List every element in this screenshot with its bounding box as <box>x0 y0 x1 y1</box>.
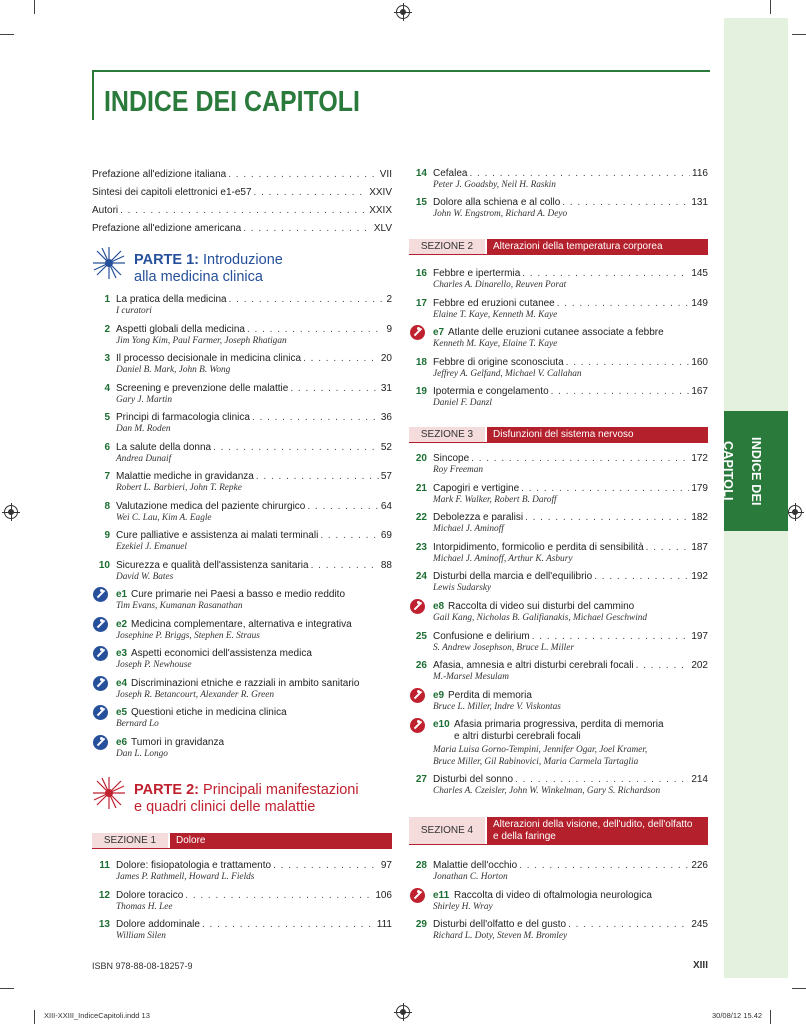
chapter-row[interactable] <box>433 453 708 465</box>
front-matter-title: Prefazione all'edizione americana <box>92 223 242 234</box>
chapter-row[interactable] <box>433 268 708 280</box>
page-ref: XXIX <box>369 205 392 216</box>
chapter-row[interactable] <box>116 560 392 572</box>
page-ref: VII <box>379 169 392 180</box>
chapter-row[interactable] <box>433 774 708 786</box>
chapter-row[interactable] <box>433 660 708 672</box>
chapter-authors: Kenneth M. Kaye, Elaine T. Kaye <box>433 339 558 350</box>
chapter-title: Dolore addominale <box>116 919 200 930</box>
chapter-authors: Richard L. Doty, Steven M. Bromley <box>433 931 568 941</box>
chapter-row[interactable] <box>433 357 708 369</box>
chapter-row[interactable] <box>433 631 708 643</box>
chapter-number: 6 <box>104 441 110 453</box>
chapter-authors: Daniel F. Danzl <box>433 398 492 409</box>
video-icon <box>93 587 108 602</box>
chapter-row[interactable] <box>116 530 392 542</box>
page-ref: 52 <box>380 441 392 453</box>
registration-mark-icon <box>788 505 802 519</box>
chapter-authors: Charles A. Czeisler, John W. Winkelman, Gary S. Richardson <box>433 786 661 796</box>
chapter-number: 20 <box>415 453 427 464</box>
chapter-row[interactable] <box>433 512 708 524</box>
leader-dots <box>120 205 367 217</box>
chapter-authors: Gail Kang, Nicholas B. Galifianakis, Michael Geschwind <box>433 613 648 623</box>
chapter-number: 18 <box>415 356 427 368</box>
chapter-number: 23 <box>415 541 427 553</box>
sezione2-label: SEZIONE 2 <box>409 239 485 255</box>
echapter-authors: Bruce Miller, Gil Rabinovici, Maria Carmela Tartaglia <box>433 757 639 767</box>
chapter-number: 19 <box>415 386 427 398</box>
chapter-number: 1 <box>104 294 110 305</box>
chapter-row[interactable] <box>433 386 708 398</box>
chapter-number: 7 <box>104 471 110 482</box>
leader-dots <box>519 860 689 872</box>
chapter-authors: Joseph P. Newhouse <box>116 660 192 671</box>
chapter-title: Debolezza e paralisi <box>433 512 524 524</box>
side-tab-label: INDICE DEI CAPITOLI <box>721 436 763 506</box>
chapter-title: Dolore toracico <box>116 889 184 901</box>
echapter-title: Medicina complementare, alternativa e integrativa <box>131 618 352 630</box>
chapter-authors: Shirley H. Wray <box>433 901 493 912</box>
page-ref: 2 <box>386 294 392 305</box>
echapter-title[interactable]: Afasia primaria progressiva, perdita di memoria e altri disturbi cerebrali focali <box>454 719 664 742</box>
chapter-row[interactable] <box>433 298 708 310</box>
echapter-title: Cure primarie nei Paesi a basso e medio reddito <box>131 589 345 600</box>
chapter-authors: Elaine T. Kaye, Kenneth M. Kaye <box>433 309 558 320</box>
chapter-title: La pratica della medicina <box>116 294 227 305</box>
chapter-title: Disturbi dell'olfatto e del gusto <box>433 919 567 930</box>
page-ref: 111 <box>376 919 392 930</box>
chapter-number: 11 <box>99 860 110 871</box>
chapter-authors: Ezekiel J. Emanuel <box>116 542 187 552</box>
registration-mark-icon <box>396 1005 410 1019</box>
print-date: 30/08/12 15.42 <box>712 1011 763 1020</box>
chapter-title: Il processo decisionale in medicina clinica <box>116 353 302 364</box>
chapter-row[interactable] <box>116 383 392 395</box>
front-matter-row[interactable] <box>92 205 392 217</box>
chapter-number: 8 <box>104 500 110 512</box>
leader-dots <box>522 268 689 280</box>
chapter-title: Sicurezza e qualità dell'assistenza sanitaria <box>116 559 309 571</box>
page-ref: 116 <box>692 168 708 179</box>
sezione1-label: SEZIONE 1 <box>92 833 168 849</box>
leader-dots <box>551 386 690 398</box>
front-matter-title: Autori <box>92 205 119 216</box>
leader-dots <box>469 168 690 180</box>
leader-dots <box>521 483 689 495</box>
leader-dots <box>636 660 690 672</box>
chapter-authors: I curatori <box>116 306 152 316</box>
chapter-row[interactable] <box>433 919 708 931</box>
chapter-number: 14 <box>415 168 427 179</box>
leader-dots <box>515 774 689 786</box>
echapter-title: Discriminazioni etniche e razziali in ambito sanitario <box>131 677 360 689</box>
chapter-authors: Lewis Sudarsky <box>433 583 492 594</box>
echapter-number: e5 <box>116 707 128 719</box>
page-ref: 226 <box>691 860 708 871</box>
chapter-authors: Jonathan C. Horton <box>433 872 508 882</box>
chapter-title: Capogiri e vertigine <box>433 482 520 494</box>
leader-dots <box>525 512 689 524</box>
chapter-row[interactable] <box>433 542 708 554</box>
leader-dots <box>256 471 379 483</box>
chapter-row[interactable] <box>433 860 708 872</box>
registration-mark-icon <box>4 505 18 519</box>
leader-dots <box>646 542 690 554</box>
chapter-number: 12 <box>98 889 110 901</box>
echapter-number: e4 <box>116 677 128 689</box>
leader-dots <box>566 357 690 369</box>
chapter-authors: Michael J. Aminoff <box>433 524 504 535</box>
chapter-row[interactable] <box>433 571 708 583</box>
echapter-number: e10 <box>433 719 450 730</box>
page-ref: 214 <box>691 774 708 785</box>
chapter-authors: Dan L. Longo <box>116 749 168 759</box>
echapter-title: Raccolta di video sui disturbi del cammino <box>448 601 635 612</box>
chapter-title: Cefalea <box>433 168 468 179</box>
chapter-number: 17 <box>415 297 427 309</box>
chapter-authors: Josephine P. Briggs, Stephen E. Straus <box>116 630 260 641</box>
file-slug: XIII-XXIII_IndiceCapitoli.indd 13 <box>44 1011 150 1020</box>
page-ref: 179 <box>691 482 708 494</box>
chapter-title: Afasia, amnesia e altri disturbi cerebrali focali <box>433 660 634 672</box>
chapter-authors: Dan M. Roden <box>116 424 171 434</box>
page-ref: 182 <box>691 512 708 524</box>
video-icon <box>93 646 108 661</box>
chapter-number: 2 <box>104 323 110 335</box>
chapter-number: 22 <box>415 512 427 524</box>
chapter-number: 5 <box>104 412 110 423</box>
registration-mark-icon <box>396 5 410 19</box>
chapter-title: Cure palliative e assistenza ai malati terminali <box>116 530 319 541</box>
chapter-number: 13 <box>98 919 110 930</box>
chapter-authors: Wei C. Lau, Kim A. Eagle <box>116 512 212 523</box>
chapter-authors: Peter J. Goadsby, Neil H. Raskin <box>433 180 556 190</box>
page-ref: 31 <box>380 382 392 394</box>
page-ref: 64 <box>380 500 392 512</box>
chapter-title: Dolore alla schiena e al collo <box>433 197 561 208</box>
chapter-row[interactable] <box>116 442 392 454</box>
leader-dots <box>185 890 373 902</box>
chapter-authors: David W. Bates <box>116 571 174 582</box>
leader-dots <box>303 353 379 365</box>
chapter-authors: S. Andrew Josephson, Bruce L. Miller <box>433 642 574 653</box>
chapter-number: 25 <box>415 630 427 642</box>
echapter-number: e9 <box>433 689 445 701</box>
chapter-title: Confusione e delirium <box>433 630 530 642</box>
chapter-authors: John W. Engstrom, Richard A. Deyo <box>433 209 568 219</box>
echapter-row[interactable] <box>448 690 708 702</box>
echapter-title: Perdita di memoria <box>448 689 532 701</box>
chapter-title: Malattie mediche in gravidanza <box>116 471 254 482</box>
sezione1-title[interactable]: Dolore <box>170 833 392 849</box>
chapter-authors: Robert L. Barbieri, John T. Repke <box>116 483 242 493</box>
echapter-number: e11 <box>433 889 450 901</box>
page-ref: 172 <box>691 453 708 464</box>
page-number: XIII <box>692 960 708 971</box>
leader-dots <box>307 501 379 513</box>
chapter-title: Screening e prevenzione delle malattie <box>116 382 289 394</box>
burst-icon <box>92 246 126 280</box>
chapter-row[interactable] <box>116 471 392 483</box>
chapter-number: 10 <box>98 559 110 571</box>
chapter-authors: Joseph R. Betancourt, Alexander R. Green <box>116 689 275 700</box>
page-ref: 197 <box>691 630 708 642</box>
echapter-number: e3 <box>116 648 128 660</box>
video-icon <box>93 705 108 720</box>
page-ref: 149 <box>691 297 708 309</box>
leader-dots <box>228 169 378 181</box>
chapter-title: Sincope <box>433 453 470 464</box>
echapter-number: e8 <box>433 601 445 612</box>
leader-dots <box>311 560 379 572</box>
echapter-row[interactable] <box>131 678 392 690</box>
echapter-title: Questioni etiche in medicina clinica <box>131 707 287 719</box>
page-ref: 20 <box>380 353 392 364</box>
echapter-number: e1 <box>116 589 128 600</box>
sezione4-label: SEZIONE 4 <box>409 817 485 845</box>
leader-dots <box>568 919 689 931</box>
chapter-number: 3 <box>104 353 110 364</box>
sezione3-title[interactable]: Disfunzioni del sistema nervoso <box>487 427 708 443</box>
chapter-number: 16 <box>415 268 427 279</box>
echapter-number: e7 <box>433 327 445 339</box>
sezione3-label: SEZIONE 3 <box>409 427 485 443</box>
chapter-authors: Thomas H. Lee <box>116 901 173 912</box>
chapter-authors: James P. Rathmell, Howard L. Fields <box>116 872 255 882</box>
chapter-row[interactable] <box>116 890 392 902</box>
chapter-authors: Bruce L. Miller, Indre V. Viskontas <box>433 701 561 712</box>
parte2-heading[interactable]: PARTE 2: Principali manifestazioni e quadri clinici delle malattie <box>134 782 359 815</box>
chapter-number: 15 <box>415 197 427 208</box>
page-ref: 187 <box>691 541 708 553</box>
leader-dots <box>532 631 690 643</box>
echapter-title: Tumori in gravidanza <box>131 737 225 748</box>
chapter-authors: Tim Evans, Kumanan Rasanathan <box>116 601 243 611</box>
front-matter-row[interactable] <box>92 187 392 199</box>
sezione4-title[interactable]: Alterazioni della visione, dell'udito, dell'olfatto e della faringe <box>487 817 708 845</box>
chapter-row[interactable] <box>433 483 708 495</box>
sezione2-rule <box>409 254 708 255</box>
chapter-number: 4 <box>104 382 110 394</box>
echapter-title: Atlante delle eruzioni cutanee associate a febbre <box>448 327 664 339</box>
chapter-title: Valutazione medica del paziente chirurgico <box>116 500 306 512</box>
chapter-title: Aspetti globali della medicina <box>116 323 245 335</box>
leader-dots <box>557 298 690 310</box>
page-ref: XLV <box>373 223 392 234</box>
page-ref: 145 <box>691 268 708 279</box>
chapter-authors: Bernard Lo <box>116 719 159 730</box>
echapter-row[interactable] <box>131 619 392 631</box>
sezione1-rule <box>92 848 392 849</box>
echapter-row[interactable] <box>454 890 708 902</box>
sezione4-rule <box>409 844 708 845</box>
video-icon <box>93 735 108 750</box>
chapter-row[interactable] <box>116 412 392 424</box>
parte1-heading[interactable]: PARTE 1: Introduzione alla medicina clinica <box>134 252 283 285</box>
page-ref: 192 <box>691 571 708 583</box>
leader-dots <box>273 860 379 872</box>
echapter-authors: Maria Luisa Gorno-Tempini, Jennifer Ogar, Joel Kramer, <box>433 745 648 755</box>
chapter-authors: Mark F. Walker, Robert B. Daroff <box>433 494 557 505</box>
leader-dots <box>594 571 689 583</box>
page-ref: 57 <box>380 471 392 482</box>
leader-dots <box>243 223 372 235</box>
page-ref: 9 <box>386 323 392 335</box>
burst-icon <box>92 776 126 810</box>
chapter-title: Dolore: fisiopatologia e trattamento <box>116 860 272 871</box>
leader-dots <box>254 187 368 199</box>
page-title: INDICE DEI CAPITOLI <box>104 86 360 118</box>
chapter-title: Intorpidimento, formicolio e perdita di sensibilità <box>433 541 644 553</box>
isbn: ISBN 978-88-08-18257-9 <box>92 961 193 971</box>
leader-dots <box>471 453 689 465</box>
chapter-number: 26 <box>415 660 427 672</box>
chapter-authors: Jeffrey A. Gelfand, Michael V. Callahan <box>433 368 582 379</box>
leader-dots <box>247 324 384 336</box>
video-icon <box>410 718 425 733</box>
front-matter-row[interactable] <box>92 169 392 181</box>
chapter-row[interactable] <box>116 860 392 872</box>
page-ref: XXIV <box>369 187 392 198</box>
echapter-number: e2 <box>116 618 128 630</box>
video-icon <box>93 676 108 691</box>
chapter-title: La salute della donna <box>116 441 212 453</box>
chapter-authors: Michael J. Aminoff, Arthur K. Asbury <box>433 553 573 564</box>
leader-dots <box>202 919 375 931</box>
chapter-authors: Roy Freeman <box>433 465 483 475</box>
chapter-title: Febbre e ipertermia <box>433 268 521 279</box>
video-icon <box>410 688 425 703</box>
page-ref: 245 <box>691 919 708 930</box>
chapter-title: Malattie dell'occhio <box>433 860 518 871</box>
leader-dots <box>213 442 379 454</box>
chapter-authors: William Silen <box>116 931 166 941</box>
page-ref: 167 <box>691 386 708 398</box>
echapter-title: Aspetti economici dell'assistenza medica <box>131 648 312 660</box>
page-ref: 36 <box>380 412 392 423</box>
chapter-title: Febbre di origine sconosciuta <box>433 356 564 368</box>
leader-dots <box>562 197 689 209</box>
page-ref: 69 <box>380 530 392 541</box>
front-matter-title: Sintesi dei capitoli elettronici e1-e57 <box>92 187 252 198</box>
chapter-number: 21 <box>415 482 427 494</box>
chapter-row[interactable] <box>116 501 392 513</box>
echapter-title: Raccolta di video di oftalmologia neurologica <box>454 889 652 901</box>
video-icon <box>93 617 108 632</box>
front-matter-title: Prefazione all'edizione italiana <box>92 169 227 180</box>
echapter-row[interactable] <box>131 648 392 660</box>
chapter-row[interactable] <box>116 919 392 931</box>
chapter-title: Febbre ed eruzioni cutanee <box>433 297 555 309</box>
echapter-row[interactable] <box>131 589 392 601</box>
leader-dots <box>229 294 385 306</box>
page-ref: 160 <box>691 356 708 368</box>
chapter-row[interactable] <box>116 353 392 365</box>
video-icon <box>410 325 425 340</box>
chapter-row[interactable] <box>433 197 708 209</box>
sezione3-rule <box>409 442 708 443</box>
page-ref: 88 <box>380 559 392 571</box>
echapter-row[interactable] <box>448 601 708 613</box>
chapter-authors: M.-Marsel Mesulam <box>433 672 509 683</box>
chapter-number: 28 <box>415 860 427 871</box>
chapter-row[interactable] <box>433 168 708 180</box>
chapter-authors: Charles A. Dinarello, Reuven Porat <box>433 280 567 290</box>
video-icon <box>410 888 425 903</box>
page-ref: 131 <box>691 197 708 208</box>
page-ref: 106 <box>375 889 392 901</box>
video-icon <box>410 599 425 614</box>
chapter-number: 24 <box>415 571 427 583</box>
chapter-title: Ipotermia e congelamento <box>433 386 549 398</box>
leader-dots <box>320 530 379 542</box>
chapter-row[interactable] <box>116 294 392 306</box>
chapter-number: 9 <box>104 530 110 541</box>
chapter-authors: Andrea Dunaif <box>116 453 172 464</box>
chapter-number: 29 <box>415 919 427 930</box>
chapter-title: Disturbi della marcia e dell'equilibrio <box>433 571 593 583</box>
leader-dots <box>290 383 379 395</box>
echapter-row[interactable] <box>448 327 708 339</box>
chapter-row[interactable] <box>116 324 392 336</box>
chapter-title: Disturbi del sonno <box>433 774 514 785</box>
leader-dots <box>252 412 379 424</box>
chapter-title: Principi di farmacologia clinica <box>116 412 250 423</box>
chapter-authors: Jim Yong Kim, Paul Farmer, Joseph Rhatigan <box>116 335 287 346</box>
page-ref: 202 <box>691 660 708 672</box>
echapter-row[interactable] <box>131 737 392 749</box>
echapter-row[interactable] <box>131 707 392 719</box>
chapter-authors: Daniel B. Mark, John B. Wong <box>116 365 231 375</box>
echapter-number: e6 <box>116 737 128 748</box>
chapter-number: 27 <box>415 774 427 785</box>
page-ref: 97 <box>380 860 392 871</box>
front-matter-row[interactable] <box>92 223 392 235</box>
sezione2-title[interactable]: Alterazioni della temperatura corporea <box>487 239 708 255</box>
chapter-authors: Gary J. Martin <box>116 394 173 405</box>
